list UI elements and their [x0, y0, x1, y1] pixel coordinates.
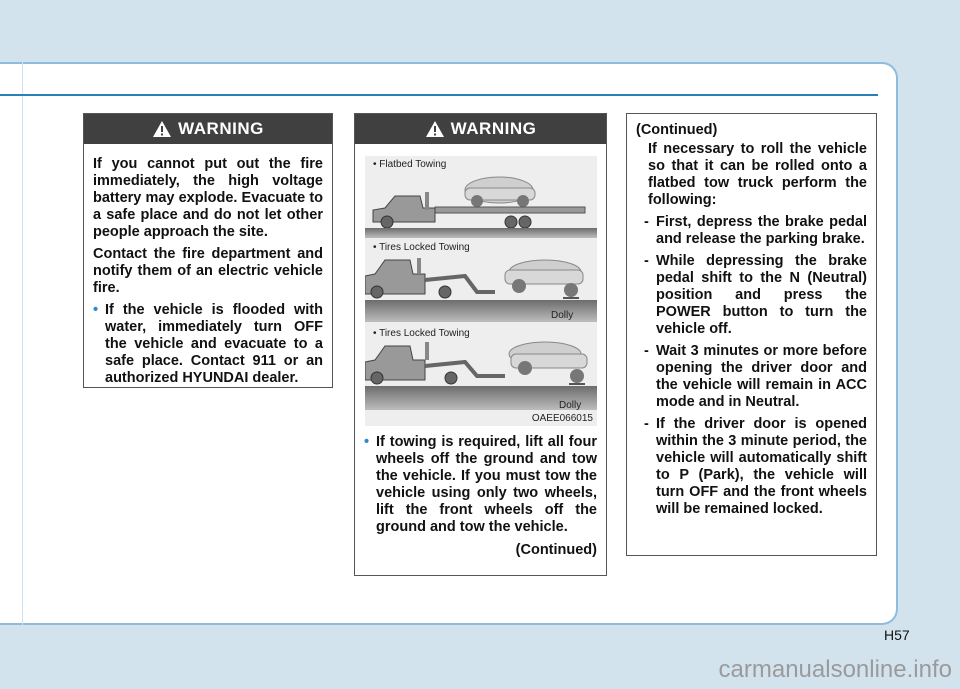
towing-illustration: [365, 156, 597, 426]
tires-locked-towing-label: • Tires Locked Towing: [373, 328, 470, 339]
continued-label: (Continued): [636, 122, 718, 138]
towing-bullet: • If towing is required, lift all four wheels off the ground and tow the vehicle. If you must tow the vehicle using only two wheels, lift the front wheels off the ground and tow the vehicle.: [364, 434, 597, 536]
margin-line: [22, 62, 23, 625]
page-number: H57: [884, 627, 910, 643]
warning-header: [355, 114, 606, 144]
flatbed-truck-image: [365, 170, 597, 230]
towing-warning-box: [354, 113, 607, 576]
warning-triangle-icon: [152, 120, 172, 138]
procedure-intro: If necessary to roll the vehicle so that it can be rolled onto a flatbed tow truck perform the following:: [648, 141, 867, 208]
procedure-step: - First, depress the brake pedal and release the parking brake.: [644, 214, 867, 247]
procedure-step: - If the driver door is opened within the 3 minute period, the vehicle will automatically shift to P (Park), the vehicle will turn OFF and the front wheels will be remained locked.: [644, 416, 867, 517]
warning-title: WARNING: [450, 119, 537, 138]
fire-warning-box: [83, 113, 333, 388]
warning-bullet: • If the vehicle is flooded with water, immediately turn OFF the vehicle and evacuate to a safe place. Contact 911 or an authorized HYUNDAI dealer.: [93, 302, 323, 387]
warning-title: WARNING: [178, 119, 264, 138]
warning-triangle-icon: [425, 120, 445, 138]
procedure-step: - Wait 3 minutes or more before opening the driver door and the vehicle will remain in ACC mode and in Neutral.: [644, 343, 867, 410]
procedure-step: - While depressing the brake pedal shift to the N (Neutral) position and press the POWER button to turn the vehicle off.: [644, 253, 867, 337]
flatbed-towing-label: • Flatbed Towing: [373, 159, 447, 170]
rolling-procedure-box: [626, 113, 877, 556]
wheel-lift-truck-image: [365, 254, 597, 300]
ground: [365, 228, 597, 238]
illustration-code: OAEE066015: [531, 413, 593, 424]
warning-paragraph: Contact the fire department and notify them of an electric vehicle fire.: [93, 246, 323, 296]
warning-paragraph: If you cannot put out the fire immediately, the high voltage battery may explode. Evacuate to a safe place and do not let other people approach the site.: [93, 156, 323, 240]
watermark: carmanualsonline.info: [718, 656, 952, 683]
dolly-label: Dolly: [551, 310, 574, 321]
wheel-lift-truck-image: [365, 340, 597, 386]
warning-header: [84, 114, 332, 144]
header-rule: [0, 94, 878, 96]
dolly-label: Dolly: [559, 400, 582, 411]
continued-label: (Continued): [515, 542, 597, 558]
tires-locked-towing-label: • Tires Locked Towing: [373, 242, 470, 253]
